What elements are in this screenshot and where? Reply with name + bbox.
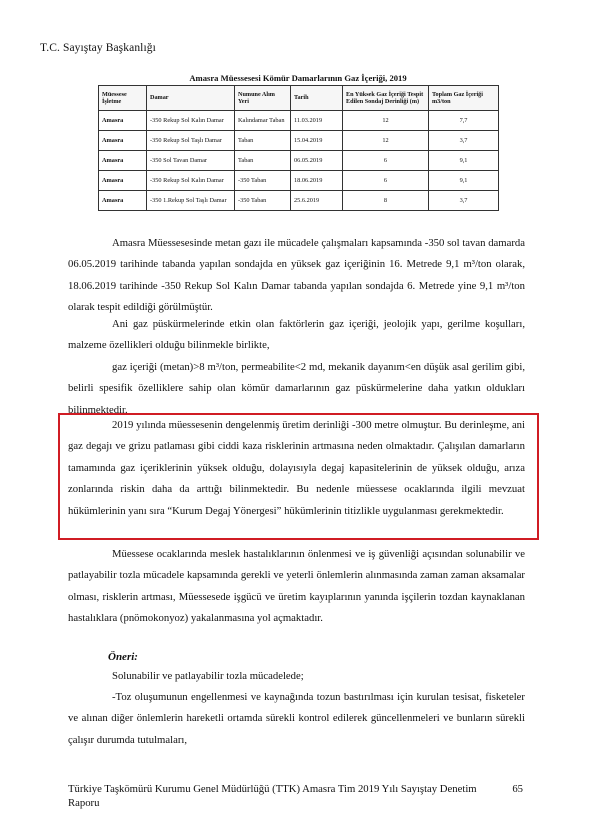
- table-cell: 25.6.2019: [291, 191, 343, 211]
- table-cell: -350 1.Rekup Sol Taşlı Damar: [147, 191, 235, 211]
- paragraph-production-depth: 2019 yılında müessesenin dengelenmiş üretim derinliği -300 metre olmuştur. Bu derinleşme, ani gaz degajı ve grizu patlaması gibi ciddi kaza risklerinin artmasına neden olmaktadır. Çalışılan damarların tamamında gaz içeriklerinin yüksek olduğu, dolayısıyla degaj kapasitelerinin de yüksek olduğu, arıza zonlarında riskin daha da arttığı bilinmektedir. Bu nedenle müessese ocaklarında ilgili mevzuat hükümlerinin yanı sıra “Kurum Degaj Yönergesi” hükümlerinin titizlikle uygulanması gerekmektedir.: [68, 419, 525, 517]
- table-cell: 7,7: [429, 111, 499, 131]
- table-header-row: [99, 86, 499, 111]
- table-cell: 11.03.2019: [291, 111, 343, 131]
- table-cell: Taban: [235, 131, 291, 151]
- table-cell: -350 Rekup Sol Kalın Damar: [147, 111, 235, 131]
- table-cell: -350 Rekup Sol Kalın Damar: [147, 171, 235, 191]
- table-cell: -350 Rekup Sol Taşlı Damar: [147, 131, 235, 151]
- column-header: Tarih: [291, 86, 343, 111]
- table-cell: 12: [343, 131, 429, 151]
- table-row: [99, 151, 499, 171]
- table-cell: 12: [343, 111, 429, 131]
- page-header: T.C. Sayıştay Başkanlığı: [40, 42, 156, 54]
- table-cell: 18.06.2019: [291, 171, 343, 191]
- table-cell: 9,1: [429, 151, 499, 171]
- column-header: Numune Alım Yeri: [235, 86, 291, 111]
- gas-content-table: [98, 85, 499, 211]
- table-cell: 15.04.2019: [291, 131, 343, 151]
- column-header: En Yüksek Gaz İçeriği Tespit Edilen Sondaj Derinliği (m): [343, 86, 429, 111]
- table-cell: 06.05.2019: [291, 151, 343, 171]
- table-cell: 8: [343, 191, 429, 211]
- table-cell: -350 Taban: [235, 191, 291, 211]
- table-cell: -350 Sol Tavan Damar: [147, 151, 235, 171]
- table-row: [99, 131, 499, 151]
- table-title: Amasra Müessesesi Kömür Damarlarının Gaz İçeriği, 2019: [189, 73, 407, 83]
- table-cell: 3,7: [429, 191, 499, 211]
- column-header: Müessese İşletme: [99, 86, 147, 111]
- table-cell: 6: [343, 151, 429, 171]
- table-cell: 9,1: [429, 171, 499, 191]
- table-cell: -350 Taban: [235, 171, 291, 191]
- table-cell: Kalındamar Taban: [235, 111, 291, 131]
- footer-report-title: Türkiye Taşkömürü Kurumu Genel Müdürlüğü (TTK) Amasra Tim 2019 Yılı Sayıştay Denetim Raporu: [68, 783, 477, 809]
- paragraph-seam-properties: gaz içeriği (metan)>8 m³/ton, permeabilite<2 md, mekanik dayanım<en düşük asal gerilim gibi, belirli spesifik özelliklere sahip olan kömür damarlarının gaz püskürmelerine daha yatkın oldukları bilinmektedir.: [68, 361, 525, 416]
- paragraph-outburst-factors: Ani gaz püskürmelerinde etkin olan faktörlerin gaz içeriği, jeolojik yapı, gerilme koşulları, malzeme özellikleri olduğu bilinmekle birlikte,: [68, 318, 525, 352]
- table-cell: Amasra: [99, 131, 147, 151]
- page-number: 65: [512, 783, 523, 795]
- table-cell: Amasra: [99, 191, 147, 211]
- table-cell: Amasra: [99, 151, 147, 171]
- column-header: Damar: [147, 86, 235, 111]
- gas-content-table-section: [98, 73, 498, 211]
- paragraph-dust-control: Müessese ocaklarında meslek hastalıklarının önlenmesi ve iş güvenliği açısından solunabilir ve patlayabilir tozla mücadele kapsamında gerekli ve yeterli önlemlerin alınmasında zaman zaman aksamalar olması, risklerin artması, Müessesede işgücü ve üretim kayıplarının yanında işçilerin tozdan kaynaklanan hastalıklara (pnömokonyoz) yakalanmasına yol açmaktadır.: [68, 548, 525, 625]
- recommendation-heading: Öneri:: [108, 651, 138, 663]
- table-cell: 3,7: [429, 131, 499, 151]
- table-cell: Amasra: [99, 111, 147, 131]
- table-cell: Taban: [235, 151, 291, 171]
- page-footer: [68, 782, 525, 810]
- table-row: [99, 111, 499, 131]
- table-cell: 6: [343, 171, 429, 191]
- table-row: [99, 171, 499, 191]
- table-row: [99, 191, 499, 211]
- paragraph-methane-findings: Amasra Müessesesinde metan gazı ile mücadele çalışmaları kapsamında -350 sol tavan damarda 06.05.2019 tarihinde tabanda yapılan sondajda en yüksek gaz içeriğinin 16. Metrede 9,1 m³/ton olarak, 18.06.2019 tarihinde -350 Rekup Sol Kalın Damar tabanda yapılan sondajda 6. Metrede yine 9,1 m³/ton olarak tespit edildiği görülmüştür.: [68, 237, 525, 314]
- column-header: Toplam Gaz İçeriği m3/ton: [429, 86, 499, 111]
- table-cell: Amasra: [99, 171, 147, 191]
- recommendation-item: -Toz oluşumunun engellenmesi ve kaynağında tozun bastırılması için kurulan tesisat, fisketeler ve alınan diğer önlemlerin hareketli ortamda sürekli kontrol edilerek güncellenmeleri ve bunların sürekli çalışır durumda tutulmaları,: [68, 691, 525, 746]
- recommendation-intro: Solunabilir ve patlayabilir tozla mücadelede;: [112, 670, 304, 682]
